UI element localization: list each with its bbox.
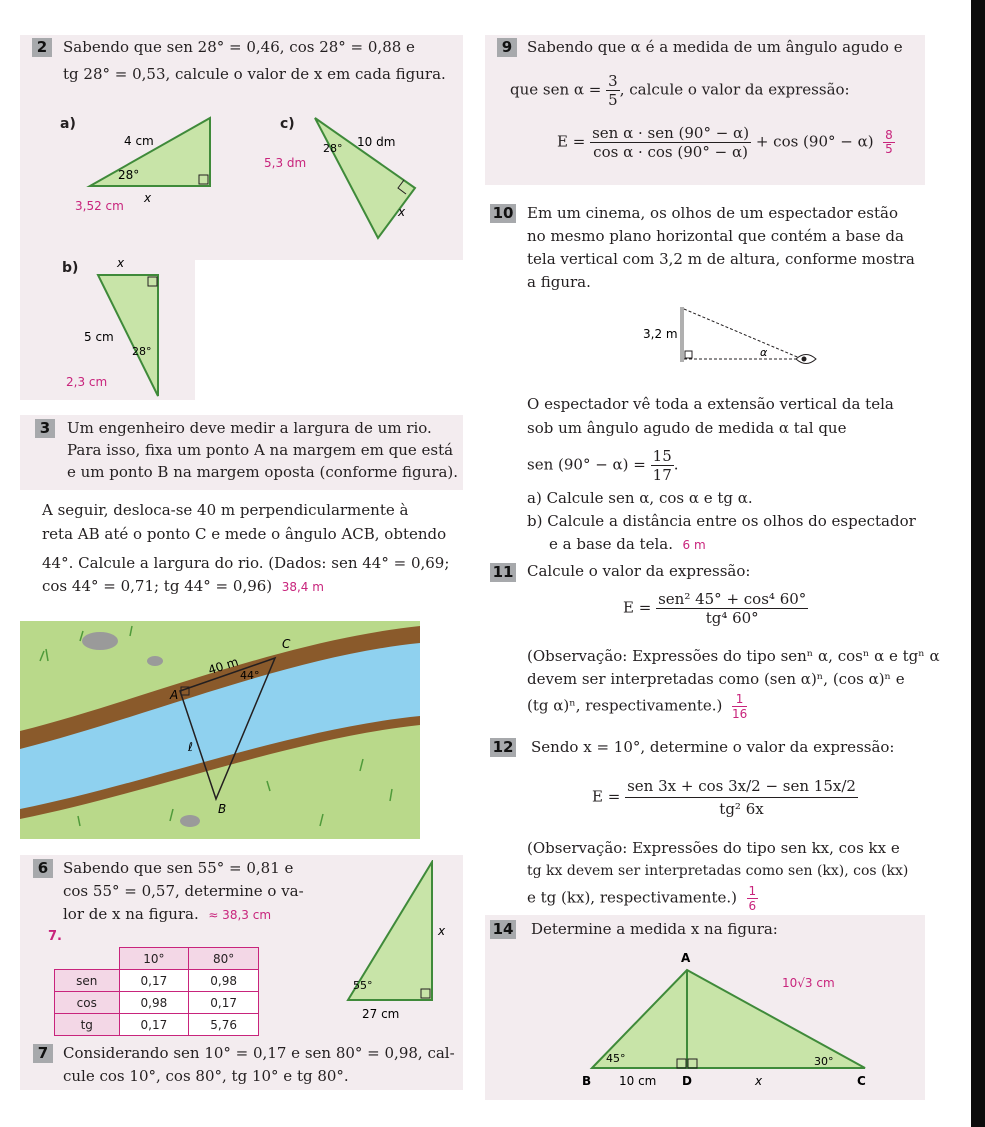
q9-answer: $\frac{8}{5}$ bbox=[885, 128, 893, 156]
q10-part-a: a) Calcule sen α, cos α e tg α. bbox=[527, 489, 753, 507]
q14-angle-30: 30° bbox=[814, 1055, 834, 1068]
q11-E: E = bbox=[623, 598, 652, 617]
q9-line1: Sabendo que α é a medida de um ângulo agudo e bbox=[527, 38, 903, 56]
table-row bbox=[55, 992, 259, 1014]
q11-number: 11 bbox=[490, 563, 516, 582]
q9-expression bbox=[557, 124, 895, 161]
right-edge-bar bbox=[971, 0, 985, 1127]
q3-line1: Um engenheiro deve medir a largura de um rio. bbox=[67, 419, 432, 437]
q10-part-b1: b) Calcule a distância entre os olhos do espectador bbox=[527, 512, 916, 530]
q2b-label: b) bbox=[62, 260, 79, 276]
q14-angle-45: 45° bbox=[606, 1052, 626, 1065]
q9-plus: + cos (90° − α) bbox=[755, 132, 874, 151]
q6-line3-text: lor de x na figura. bbox=[63, 905, 199, 923]
table-row bbox=[55, 970, 259, 992]
q2-number: 2 bbox=[32, 38, 52, 57]
q11-fraction: $\frac{\text{sen² 45° + cos⁴ 60°}}{\text{tg⁴ 60°}}$ bbox=[658, 590, 807, 627]
table-row bbox=[55, 948, 259, 970]
q9-E: E = bbox=[557, 132, 586, 151]
q2a-x: x bbox=[144, 191, 152, 205]
q10-figure bbox=[640, 302, 840, 372]
q6-line3 bbox=[63, 904, 271, 926]
q3-width-l: ℓ bbox=[188, 740, 193, 754]
q12-number: 12 bbox=[490, 738, 516, 757]
trig-table bbox=[54, 947, 259, 1036]
q9-line2-post: , calcule o valor da expressão: bbox=[619, 80, 850, 99]
q12-title: Sendo x = 10°, determine o valor da expressão: bbox=[531, 738, 895, 756]
q7-line1: Considerando sen 10° = 0,17 e sen 80° = 0,98, cal- bbox=[63, 1044, 455, 1062]
q12-obs3: e tg (kx), respectivamente.) $\frac{1}{6}$ bbox=[527, 884, 757, 913]
q3-point-C: C bbox=[282, 637, 291, 651]
q7-label: 7. bbox=[48, 929, 62, 944]
q6-line2: cos 55° = 0,57, determine o va- bbox=[63, 882, 304, 900]
q11-obs1: (Observação: Expressões do tipo senⁿ α, cosⁿ α e tgⁿ α bbox=[527, 647, 940, 665]
q2-figures bbox=[20, 100, 440, 400]
q9-line2 bbox=[510, 72, 850, 109]
q3-river-figure bbox=[20, 621, 420, 839]
q2c-angle: 28° bbox=[323, 142, 343, 155]
q14-BD: 10 cm bbox=[619, 1074, 657, 1088]
q10-height: 3,2 m bbox=[643, 327, 678, 341]
q2b-x: x bbox=[117, 256, 125, 270]
q3-point-B: B bbox=[218, 802, 227, 816]
q10-sen-expr: sen (90° − α) = $\frac{15}{17}$ . bbox=[527, 447, 679, 484]
table-cell: 0,98 bbox=[189, 970, 259, 992]
q6-figure bbox=[320, 860, 460, 1030]
table-cell: 0,17 bbox=[119, 1014, 189, 1036]
q14-figure bbox=[560, 945, 900, 1095]
q11-expression bbox=[623, 590, 808, 627]
q2c-x: x bbox=[398, 205, 406, 219]
q10-line3: tela vertical com 3,2 m de altura, conforme mostra bbox=[527, 250, 915, 268]
table-row bbox=[55, 1014, 259, 1036]
q3-answer: 38,4 m bbox=[281, 580, 324, 594]
q6-base: 27 cm bbox=[362, 1007, 400, 1021]
table-cell: tg bbox=[55, 1014, 120, 1036]
q2a-label: a) bbox=[60, 116, 76, 132]
q3-line4: A seguir, desloca-se 40 m perpendicularmente à bbox=[42, 501, 409, 519]
q6-x: x bbox=[438, 924, 446, 938]
q2c-answer: 5,3 dm bbox=[264, 156, 307, 170]
q10-alpha: α bbox=[760, 346, 768, 359]
q12-E: E = bbox=[592, 787, 621, 806]
q3-last: cos 44° = 0,71; tg 44° = 0,96) bbox=[42, 577, 273, 595]
table-header: 10° bbox=[119, 948, 189, 970]
q10-right-angle bbox=[685, 351, 692, 358]
q10-line6: sob um ângulo agudo de medida α tal que bbox=[527, 419, 847, 437]
q11-answer: $\frac{1}{16}$ bbox=[731, 692, 748, 721]
q10-number: 10 bbox=[490, 204, 516, 223]
q2a-triangle bbox=[90, 118, 210, 186]
q10-upper-sight bbox=[684, 309, 802, 359]
q14-hyp: 10√3 cm bbox=[782, 976, 835, 990]
q10-line2: no mesmo plano horizontal que contém a base da bbox=[527, 227, 904, 245]
q3-line3: e um ponto B na margem oposta (conforme figura). bbox=[67, 463, 459, 481]
table-cell: 0,17 bbox=[119, 970, 189, 992]
q10-line5: O espectador vê toda a extensão vertical da tela bbox=[527, 395, 894, 413]
q6-number: 6 bbox=[33, 859, 53, 878]
q2-line2: tg 28° = 0,53, calcule o valor de x em cada figura. bbox=[63, 65, 446, 83]
q2a-angle: 28° bbox=[118, 168, 140, 182]
q7-line2: cule cos 10°, cos 80°, tg 10° e tg 80°. bbox=[63, 1067, 349, 1085]
q2b-answer: 2,3 cm bbox=[66, 375, 108, 389]
q10-fraction: $\frac{15}{17}$ bbox=[652, 447, 672, 484]
q3-rock bbox=[82, 632, 118, 650]
q3-angle: 44° bbox=[240, 669, 260, 682]
q12-fraction: $\frac{\text{sen 3x + cos 3x/2 − sen 15x/2}}{\text{tg² 6x}}$ bbox=[627, 777, 856, 818]
q2b-side: 5 cm bbox=[84, 330, 114, 344]
q3-line7 bbox=[42, 576, 324, 598]
q7-number: 7 bbox=[33, 1044, 53, 1063]
q6-answer: ≈ 38,3 cm bbox=[208, 908, 272, 922]
q10-screen bbox=[680, 307, 684, 362]
q2b-angle: 28° bbox=[132, 345, 152, 358]
q9-number: 9 bbox=[497, 38, 517, 57]
q3-rock bbox=[147, 656, 163, 666]
q12-obs2: tg kx devem ser interpretadas como sen (kx), cos (kx) bbox=[527, 863, 909, 879]
q10-line4: a figura. bbox=[527, 273, 591, 291]
q2a-hyp: 4 cm bbox=[124, 134, 154, 148]
q12-answer: $\frac{1}{6}$ bbox=[748, 884, 757, 913]
q14-x: x bbox=[755, 1074, 763, 1088]
q3-line5: reta AB até o ponto C e mede o ângulo ACB, obtendo bbox=[42, 525, 447, 543]
q14-point-A: A bbox=[681, 951, 691, 965]
q3-number: 3 bbox=[35, 419, 55, 438]
q6-angle: 55° bbox=[353, 979, 373, 992]
q14-point-B: B bbox=[582, 1074, 592, 1088]
q3-line2: Para isso, fixa um ponto A na margem em que está bbox=[67, 441, 454, 459]
q11-title: Calcule o valor da expressão: bbox=[527, 562, 751, 580]
q12-expression bbox=[592, 775, 858, 820]
q10-line1: Em um cinema, os olhos de um espectador estão bbox=[527, 204, 898, 222]
q2-line1: Sabendo que sen 28° = 0,46, cos 28° = 0,88 e bbox=[63, 38, 415, 56]
table-cell: 5,76 bbox=[189, 1014, 259, 1036]
q14-point-C: C bbox=[857, 1074, 866, 1088]
q6-line1: Sabendo que sen 55° = 0,81 e bbox=[63, 859, 294, 877]
q3-distance: 40 m bbox=[206, 654, 241, 678]
q14-title: Determine a medida x na figura: bbox=[531, 920, 778, 938]
table-cell: 0,98 bbox=[119, 992, 189, 1014]
q9-sen-alpha: que sen α = bbox=[510, 80, 602, 99]
q10-answer: 6 m bbox=[682, 538, 706, 552]
q12-obs1: (Observação: Expressões do tipo sen kx, cos kx e bbox=[527, 839, 900, 857]
q10-sen: sen (90° − α) = bbox=[527, 455, 646, 474]
table-header: 80° bbox=[189, 948, 259, 970]
q3-rock bbox=[180, 815, 200, 827]
table-cell: sen bbox=[55, 970, 120, 992]
table-cell: 0,17 bbox=[189, 992, 259, 1014]
q2a-base: 3,52 cm bbox=[75, 199, 124, 213]
q3-point-A: A bbox=[170, 688, 179, 702]
q2c-hyp: 10 dm bbox=[357, 135, 396, 149]
q9-main-fraction: $\frac{\text{sen α · sen (90° − α)}}{\text{cos α · cos (90° − α)}}$ bbox=[592, 124, 750, 161]
q9-fraction: $\frac{3}{5}$ bbox=[608, 72, 618, 109]
q11-obs3: (tg α)ⁿ, respectivamente.) $\frac{1}{16}$ bbox=[527, 692, 748, 721]
q14-point-D: D bbox=[682, 1074, 692, 1088]
q11-obs2: devem ser interpretadas como (sen α)ⁿ, (cos α)ⁿ e bbox=[527, 670, 905, 688]
q10-part-b2: e a base da tela. 6 m bbox=[549, 535, 706, 553]
q3-line6: 44°. Calcule a largura do rio. (Dados: sen 44° = 0,69; bbox=[42, 554, 450, 572]
q14-number: 14 bbox=[490, 920, 516, 939]
table-cell: cos bbox=[55, 992, 120, 1014]
q2c-label: c) bbox=[280, 116, 295, 132]
